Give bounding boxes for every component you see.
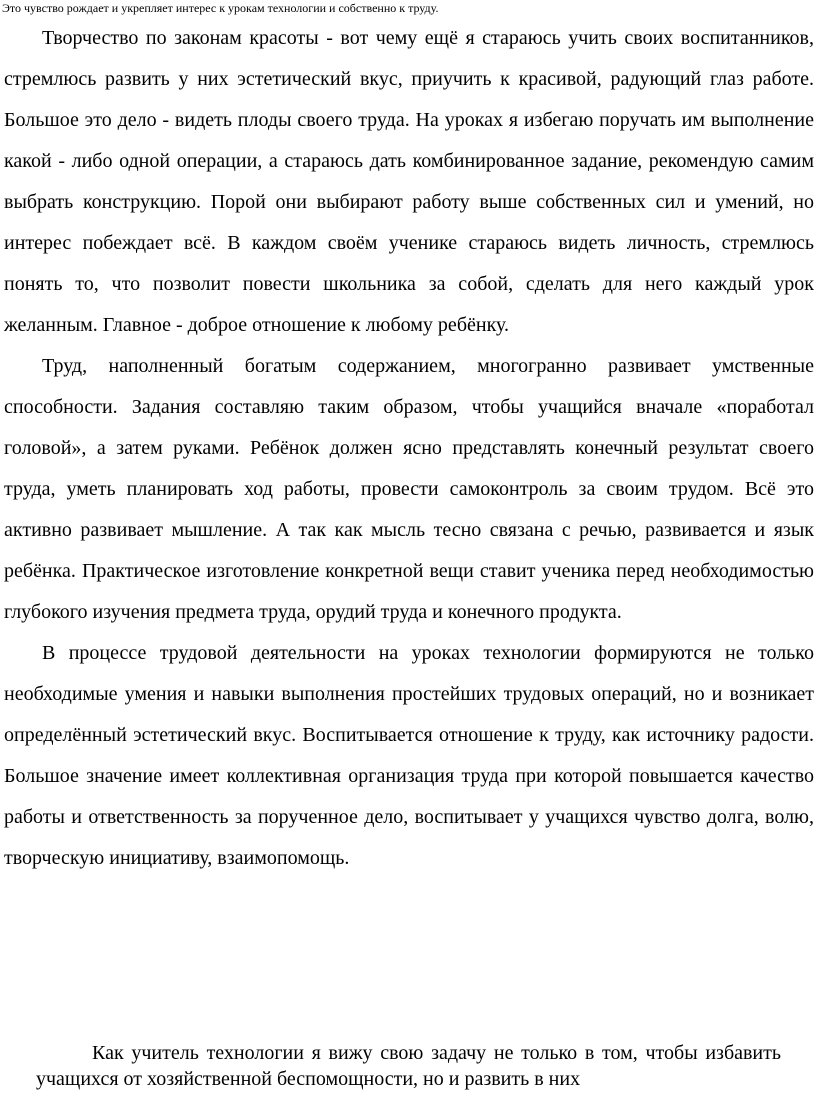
paragraph-aesthetic-taste: В процессе трудовой деятельности на уроках технологии формируются не только необходимые умения и навыки выполнения простейших трудовых операций, но и возникает определённый эстетический вкус. Воспитывается отношение к труду, как источнику радости. Большое значение имеет коллективная организация труда при которой повышается качество работы и ответственность за порученное дело, воспитывает у учащихся чувство долга, волю, творческую инициативу, взаимопомощь. <box>4 642 814 869</box>
paragraph-creativity: Творчество по законам красоты - вот чему ещё я стараюсь учить своих воспитанников, стремлюсь развить у них эстетический вкус, приучить к красивой, радующий глаз работе. Большое это дело - видеть плоды своего труда. На уроках я избегаю поручать им выполнение какой - либо одной операции, а стараюсь дать комбинированное задание, рекомендую самим выбрать конструкцию. Порой они выбирают работу выше собственных сил и умений, но интерес побеждает всё. В каждом своём ученике стараюсь видеть личность, стремлюсь понять то, что позволит повести школьника за собой, сделать для него каждый урок желанным. Главное - доброе отношение к любому ребёнку. <box>4 27 814 336</box>
paragraph-teacher-task: Как учитель технологии я вижу свою задачу не только в том, чтобы избавить учащихся от хозяйственной беспомощности, но и развить в них <box>36 1042 781 1090</box>
header-line: Это чувство рождает и укрепляет интерес к урокам технологии и собственно к труду. <box>2 1 439 15</box>
paragraph-labor-development: Труд, наполненный богатым содержанием, многогранно развивает умственные способности. Задания составляю таким образом, чтобы учащийся вначале «поработал головой», а затем руками. Ребёнок должен ясно представлять конечный результат своего труда, уметь планировать ход работы, провести самоконтроль за своим трудом. Всё это активно развивает мышление. А так как мысль тесно связана с речью, развивается и язык ребёнка. Практическое изготовление конкретной вещи ставит ученика перед необходимостью глубокого изучения предмета труда, орудий труда и конечного продукта. <box>4 355 814 623</box>
document-body <box>4 18 814 879</box>
